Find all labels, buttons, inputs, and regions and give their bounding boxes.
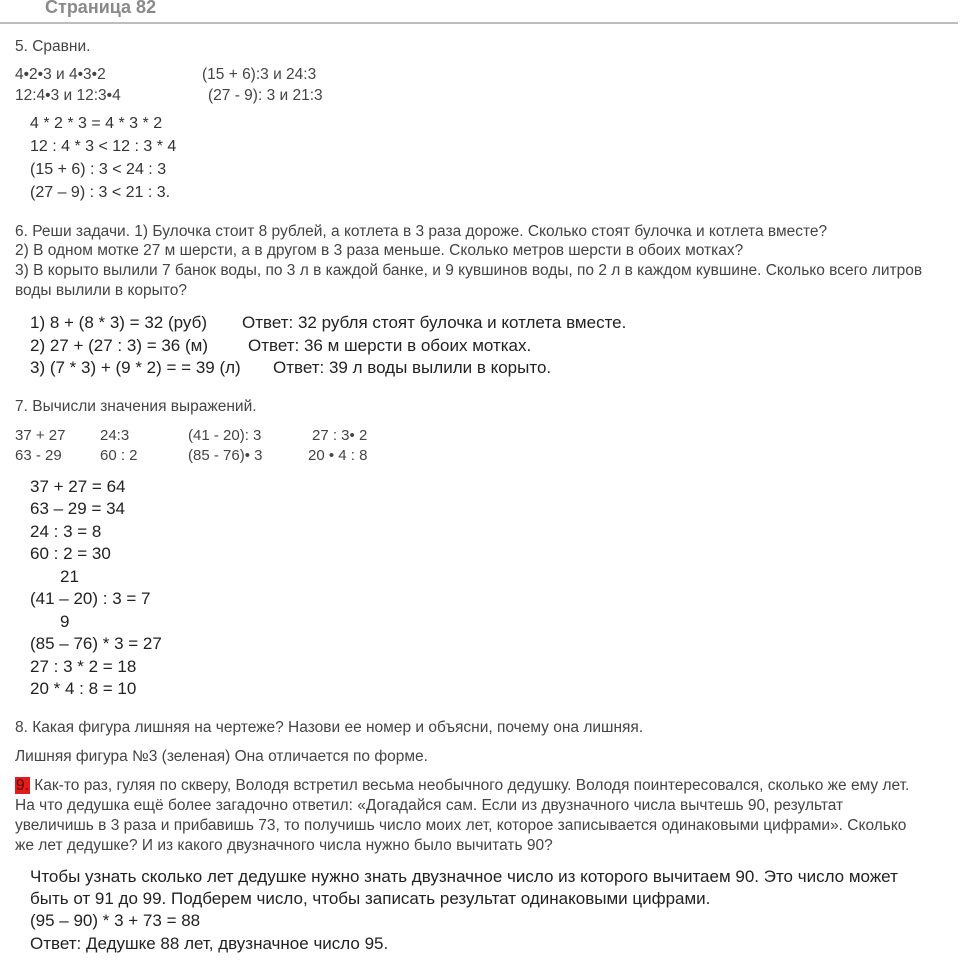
task6-calc: 1) 8 + (8 * 3) = 32 (руб) (30, 313, 207, 332)
task7-answer: 20 * 4 : 8 = 10 (30, 679, 137, 698)
task9-number-marker: 9. (16, 777, 29, 794)
task9-answer: Ответ: Дедушке 88 лет, двузначное число 95. (30, 934, 389, 953)
task9-answer: (95 – 90) * 3 + 73 = 88 (30, 911, 201, 930)
task7-expr: 63 - 29 (15, 447, 62, 464)
task6-text: воды вылили в корыто? (15, 282, 187, 299)
task8-question: 8. Какая фигура лишняя на чертеже? Назови ее номер и объясни, почему она лишняя. (15, 719, 644, 736)
task5-expr: 4•2•3 и 4•3•2 (15, 66, 106, 83)
task6-text: 2) В одном мотке 27 м шерсти, а в другом в 3 раза меньше. Сколько метров шерсти в обоих мотках? (15, 242, 744, 259)
task7-answer: 63 – 29 = 34 (30, 499, 126, 518)
task7-answer: 24 : 3 = 8 (30, 522, 102, 541)
task7-answer: 27 : 3 * 2 = 18 (30, 657, 137, 676)
task6-answer: Ответ: 39 л воды вылили в корыто. (273, 358, 552, 377)
task9-answer: Чтобы узнать сколько лет дедушке нужно знать двузначное число из которого вычитаем 90. Это число может (30, 867, 898, 886)
page-header (0, 0, 958, 24)
page-title: Страница 82 (45, 0, 157, 17)
task5-expr: (15 + 6):3 и 24:3 (202, 66, 317, 83)
task7-answer: (41 – 20) : 3 = 7 (30, 589, 151, 608)
task6-calc: 3) (7 * 3) + (9 * 2) = = 39 (л) (30, 358, 241, 377)
task5-answer: 4 * 2 * 3 = 4 * 3 * 2 (30, 115, 163, 132)
task9-answer: быть от 91 до 99. Подберем число, чтобы записать результат одинаковыми цифрами. (30, 889, 711, 908)
task9-text: Как-то раз, гуляя по скверу, Володя встретил весьма необычного дедушку. Володя поинтересовался, сколько же ему лет. (29, 777, 910, 794)
task7-expr: 27 : 3• 2 (312, 427, 368, 444)
task7-answer: 37 + 27 = 64 (30, 477, 126, 496)
task6-answer: Ответ: 36 м шерсти в обоих мотках. (248, 336, 532, 355)
task5-answer: 12 : 4 * 3 < 12 : 3 * 4 (30, 138, 177, 155)
task5-expr: 12:4•3 и 12:3•4 (15, 87, 121, 104)
task7-expr: 24:3 (100, 427, 130, 444)
task7-expr: 37 + 27 (15, 427, 66, 444)
task9-text: увеличишь в 3 раза и прибавишь 73, то получишь число моих лет, которое записывается одинаковыми цифрами». Сколько (15, 817, 907, 834)
task5-answer: (27 – 9) : 3 < 21 : 3. (30, 184, 171, 201)
task7-expr: 60 : 2 (100, 447, 138, 464)
task7-expr: (41 - 20): 3 (188, 427, 262, 444)
task5-answer: (15 + 6) : 3 < 24 : 3 (30, 161, 167, 178)
task7-intermediate: 21 (60, 567, 79, 586)
task7-answer: (85 – 76) * 3 = 27 (30, 634, 162, 653)
task7-answer: 60 : 2 = 30 (30, 544, 111, 563)
task7-intermediate: 9 (60, 612, 70, 631)
task5-title: 5. Сравни. (15, 38, 91, 55)
task7-title: 7. Вычисли значения выражений. (15, 398, 257, 415)
task6-answer: Ответ: 32 рубля стоят булочка и котлета вместе. (242, 313, 627, 332)
task6-text: 3) В корыто вылили 7 банок воды, по 3 л в каждой банке, и 9 кувшинов воды, по 2 л в каждом кувшине. Сколько всего литров (15, 262, 923, 279)
task6-text: 6. Реши задачи. 1) Булочка стоит 8 рублей, а котлета в 3 раза дороже. Сколько стоят булочка и котлета вместе? (15, 223, 828, 240)
task7-expr: 20 • 4 : 8 (308, 447, 368, 464)
task9-text: же лет дедушке? И из какого двузначного числа нужно было вычитать 90? (15, 837, 553, 854)
task9-text: На что дедушка ещё более загадочно ответил: «Догадайся сам. Если из двузначного числа вычтешь 90, результат (15, 797, 844, 814)
task9-line (15, 778, 909, 794)
task8-answer: Лишняя фигура №3 (зеленая) Она отличается по форме. (15, 748, 428, 765)
task5-expr: (27 - 9): 3 и 21:3 (208, 87, 323, 104)
task7-expr: (85 - 76)• 3 (188, 447, 263, 464)
task6-calc: 2) 27 + (27 : 3) = 36 (м) (30, 336, 208, 355)
